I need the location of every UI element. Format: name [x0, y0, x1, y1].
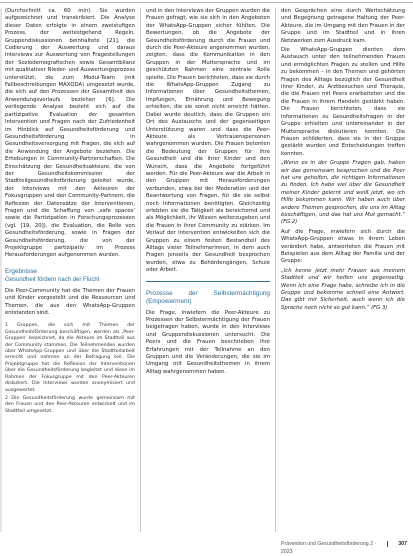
column-1 — [5, 8, 135, 417]
body-paragraph: Die Peer-Community hat die Themen der Frauen und Kinder vorgestellt und die Ressourcen und Themen, die aus den WhatsApp-Gruppen entstanden sind. — [5, 287, 135, 317]
section-separator — [146, 281, 270, 282]
journal-name: Prävention und Gesundheitsförderung 2 · 2023 — [281, 541, 377, 555]
section-heading-label: Ergebnisse — [5, 267, 37, 275]
body-paragraph: Auf die Frage, inwiefern sich durch die WhatsApp-Gruppen etwas in ihrem Leben verändert habe, antworteten die Frauen mit Beispielen aus dem Alltag der Familie und der Gruppe: — [281, 228, 405, 265]
body-paragraph: Die Frage, inwiefern die Peer-Akteure zu Prozessen der Selbstermächtigung der Frauen beigetragen haben, wurde in den Interviews und Gruppendiskussionen untersucht. Die Peers und die Frauen beschrieben ihre Erfahrungen mit der Teilnahme an den Gruppen und die Veränderungen, die sie im Umgang mit Gesundheitsthemen in ihrem Alltag wahrgenommen haben. — [146, 309, 270, 375]
body-paragraph: den Gesprächen eine durch Wertschätzung und Begegnung getragene Haltung der Peer-Akteure, die im Umgang mit den Frauen in der Gruppe und im Stadtteil und in ihren Netzwerken zum Ausdruck kam. — [281, 8, 405, 44]
footnote-text: 1 Gruppen, die sich mit Themen der Gesundheitsförderung beschäftigen, werden als ‚Peer-Gruppen‘ bezeichnet, da die Akteure im Stadtteil aus der Community stammen. Die Teilnehmenden wurden über WhatsApp-Gruppen und über die Stadtteilarbeit erreicht und nahmen an der Befragung teil. Die Projektgruppe hat die Reflexion der Interventionen über die Gesundheitsförderung begleitet und diese im Rahmen der Fokusgruppe mit den Peer-Akteuren diskutiert. Die Interviews wurden anonymisiert und ausgewertet. — [5, 323, 135, 393]
body-paragraph: (Durchschnitt ca. 60 min). Sie wurden aufgezeichnet und transkribiert. Die Analyse dieser Daten erfolgte in einem zweistufigen Prozess, der weitestgehend Regeln, Gruppendiskussionen beinhaltete [21], die Codierung der Auswertung und daraus Interviews zur Auswertung von Fragestellungen der Soziodemografischen sowie Gesamtbilanz mit qualitativer Nieder- und Auswertungsprozess unterstützt, die zum Modul-Team (mit Fallbeschreibungen MAXQDA) umgesetzt wurde, die sich auf den Prozessen der Gesamtheit des Anwendungsverlaufs beziehen [6]. Die vorliegende Analyse bezieht sich auf die partizipative Evaluation der gesamten Intervention und Fragen nach der Zufriedenheit im Hinblick auf Gesundheitsförderung und Gesundheitsförderung in Gesundheitsversorgung mit Fragen, die sich auf die Anwendung der Angebote beziehen. Die Erhebungen in Community-Partnerschaften. Die Einschätzung der Gesundheitsakteure, die von der Gesundheitskommission der Stadtteilgesundheitsförderung geleitet wurde, der Interviews mit den Akteuren der Fokusgruppen und den Community-Partnern, die Reflexion der Datensätze der Interventionen, Fragen und die Schaffung von ‚safe spaces‘ sowie die Partizipation in Forschungsprozessen (vgl. [19, 20]), die Evaluation, die Rolle von Gesundheitsförderung, sowie in Fragen der Gesundheitsförderung, die von der Projektgruppe partizipativ im Prozess Herausforderungen aufgenommen wurden. — [5, 8, 135, 259]
column-divider — [140, 8, 141, 532]
quote-paragraph: „Ich kenne jetzt mehr Frauen aus meinem Stadtteil und wir helfen uns gegenseitig. Wenn ich eine Frage habe, schreibe ich in die Gruppe und bekomme schnell eine Antwort. Das gibt mir Sicherheit, auch wenn ich die Sprache noch nicht so gut kann.“ (FG 3) — [281, 267, 405, 311]
footer-divider — [387, 541, 388, 547]
top-rule — [0, 2, 413, 3]
column-3 — [281, 8, 405, 314]
body-paragraph: und in den Interviews der Gruppen wurden die Frauen gefragt, wie sie sich in den Angeboten der WhatsApp-Gruppen sicher fühlten. Die Bewertungen, ob die Angebote der Gesundheitsförderung durch die Frauen und durch die Peer-Akteure angenommen wurden, zeigten, dass die Kommunikation in den Gruppen in der Muttersprache und im geschützten Rahmen eine zentrale Rolle spielte. Die Frauen berichteten, dass sie durch die WhatsApp-Gruppen Zugang zu Informationen über Gesundheitsthemen, Impfungen, Ernährung und Bewegung erhielten, die sie sonst nicht erreicht hätten. Dabei wurde deutlich, dass die Gruppen ein Ort des Austauschs und der gegenseitigen Unterstützung waren und dass die Peer-Akteure als Vertrauenspersonen wahrgenommen wurden. Die Frauen betonten die Bedeutung der Gruppen für ihre Gesundheit und die ihrer Kinder und den Wunsch, dass die Angebote fortgeführt werden. Für die Peer-Akteure war die Arbeit in den Gruppen mit Herausforderungen verbunden, etwa bei der Moderation und der Beantwortung von Fragen, für die sie selbst noch Informationen benötigten. Gleichzeitig erlebten sie die Tätigkeit als bereichernd und als Möglichkeit, ihr Wissen weiterzugeben und die Frauen in ihrer Community zu stärken. Im Verlauf der Intervention entwickelten sich die Gruppen zu einem festen Bestandteil des Alltags vieler Teilnehmerinnen, in dem auch Fragen jenseits der Gesundheit besprochen wurden, etwa zu Behördengängen, Schule oder Arbeit. — [146, 8, 270, 274]
margin-band — [0, 8, 2, 532]
section-heading — [146, 290, 270, 306]
footnote — [5, 323, 135, 415]
column-2 — [146, 8, 270, 378]
section-subheading: Gesundheit fördern nach der Flucht — [5, 276, 100, 283]
column-divider — [275, 8, 276, 532]
section-heading — [5, 268, 135, 284]
section-heading-label: Prozesse der Selbstermächtigung (Empowerment) — [146, 289, 270, 305]
footnote-text: 2 Die Gesundheitsförderung wurde gemeinsam mit den Frauen und den Peer-Akteuren entwickelt und im Stadtteil umgesetzt. — [5, 395, 135, 414]
quote-paragraph: „Wenn es in der Gruppe Fragen gab, haben wir das gemeinsam besprochen und die Peer hat uns geholfen, die richtigen Informationen zu finden. Ich habe viel über die Gesundheit meiner Kinder gelernt und weiß jetzt, wo ich Hilfe bekommen kann. Wir haben auch über andere Themen gesprochen, die uns im Alltag beschäftigen, und das hat uns Mut gemacht.“ (FG 2) — [281, 160, 405, 226]
page-footer — [281, 540, 407, 555]
body-paragraph: Die WhatsApp-Gruppen dienten dem Austausch unter den teilnehmenden Frauen und ermöglichten Fragen zu stellen und Hilfe zu bekommen – in den Themen und gehörten Fragen des Alltags bezüglich der Gesundheit ihrer Kinder, zu Arztbesuchen und Therapie, die die Frauen mit Peers erarbeiteten und die die Frauen in ihrem Handeln gestärkt haben. Die Frauen berichteten, dass sie Informationen zu Gesundheitsfragen in der Gruppe erhielten und untereinander in der Muttersprache diskutieren konnten. Die Frauen schilderten, dass sie in der Gruppe gestärkt wurden und Entscheidungen treffen konnten. — [281, 47, 405, 157]
page-number: 307 — [398, 541, 407, 547]
